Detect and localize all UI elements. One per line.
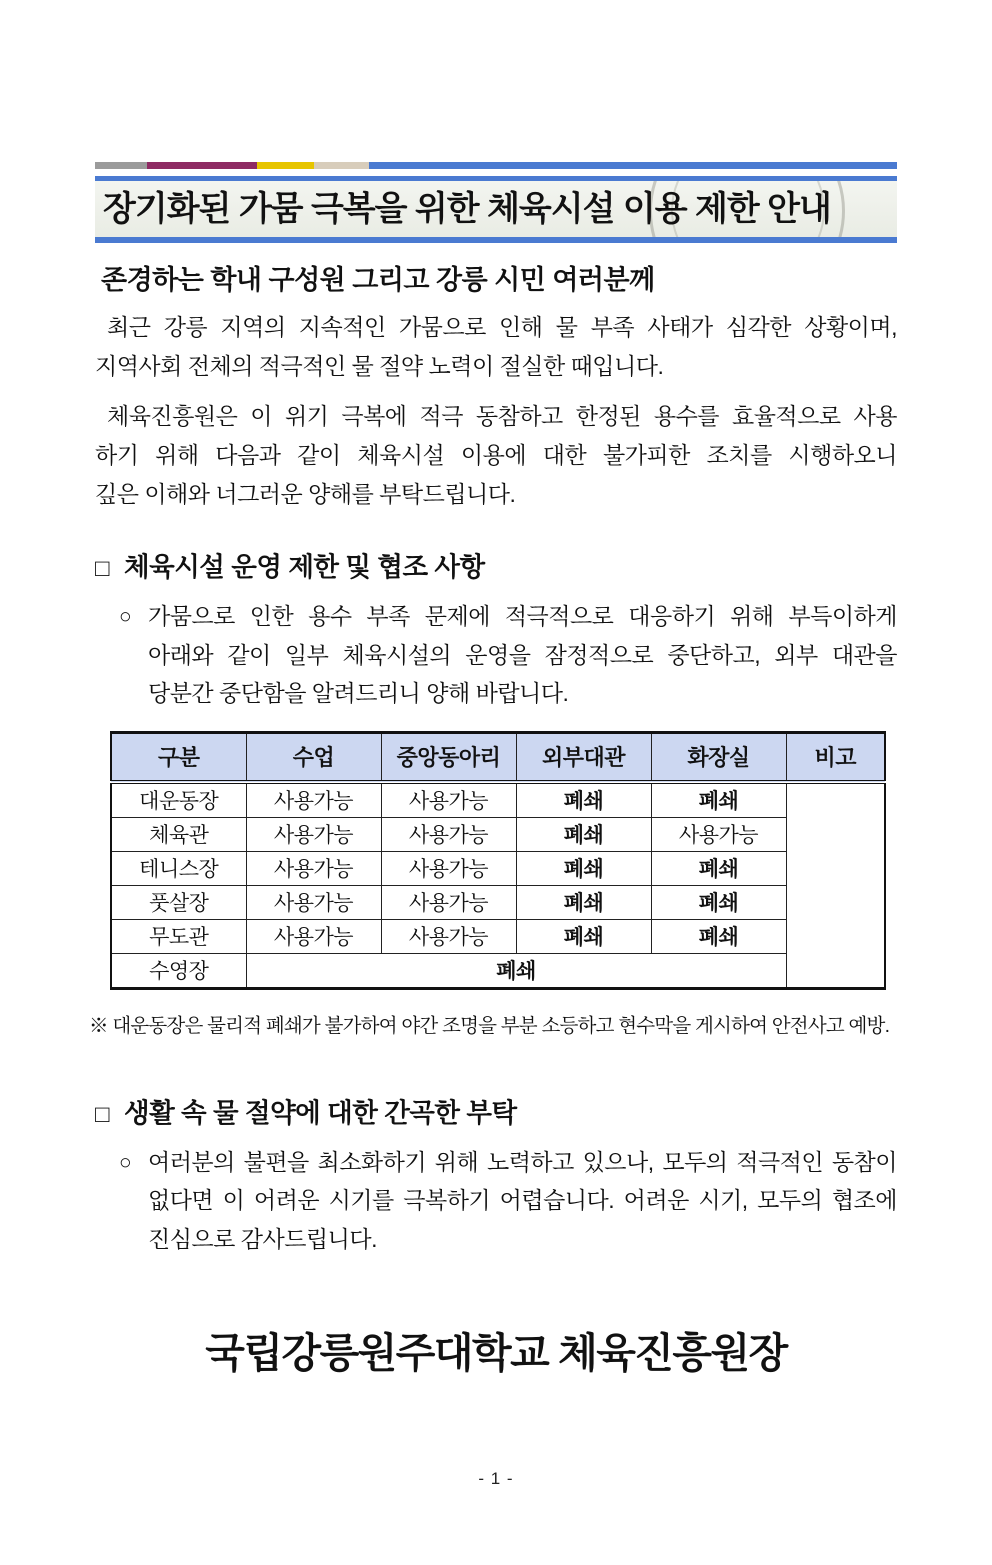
status-cell: 폐쇄 xyxy=(516,851,651,885)
table-header-row xyxy=(111,732,885,782)
paragraph-line: 아래와 같이 일부 체육시설의 운영을 잠정적으로 중단하고, 외부 대관을 xyxy=(148,641,897,668)
paragraph-line: 최근 강릉 지역의 지속적인 가뭄으로 인해 물 부족 사태가 심각한 상황이며, xyxy=(107,314,897,340)
intro-paragraph-1 xyxy=(95,308,897,386)
stripe-segment-yellow xyxy=(257,162,314,169)
stripe-segment-maroon xyxy=(147,162,257,169)
status-cell: 사용가능 xyxy=(381,919,516,953)
paragraph-line: 당분간 중단함을 알려드리니 양해 바랍니다. xyxy=(148,680,569,706)
facility-restriction-item xyxy=(95,597,897,713)
facility-name: 대운동장 xyxy=(111,782,246,818)
paragraph-line: 여러분의 불편을 최소화하기 위해 노력하고 있으나, 모두의 적극적인 동참이 xyxy=(148,1148,897,1175)
table-footnote: ※ 대운동장은 물리적 폐쇄가 불가하여 야간 조명을 부분 소등하고 현수막을 게시하여 안전사고 예방. xyxy=(89,1014,890,1037)
water-saving-item xyxy=(95,1143,897,1259)
circle-bullet-icon: ○ xyxy=(119,605,132,628)
status-cell: 폐쇄 xyxy=(516,817,651,851)
paragraph-line: 가뭄으로 인한 용수 부족 문제에 적극적으로 대응하기 위해 부득이하게 xyxy=(148,603,897,629)
page-number: - 1 - xyxy=(478,1469,514,1488)
column-header: 중앙동아리 xyxy=(381,732,516,782)
status-cell: 폐쇄 xyxy=(516,782,651,818)
facility-name: 체육관 xyxy=(111,817,246,851)
table-row xyxy=(111,953,885,988)
status-cell: 사용가능 xyxy=(381,885,516,919)
status-cell: 폐쇄 xyxy=(516,919,651,953)
section-heading-label: 체육시설 운영 제한 및 협조 사항 xyxy=(124,552,485,582)
circle-bullet-icon: ○ xyxy=(119,1150,132,1174)
table-row xyxy=(111,817,885,851)
status-cell: 폐쇄 xyxy=(651,885,786,919)
table-row xyxy=(111,782,885,818)
facility-status-table xyxy=(110,731,886,990)
document-page xyxy=(89,162,897,1379)
stripe-segment-blue xyxy=(369,162,897,169)
column-header: 수업 xyxy=(246,732,381,782)
paragraph-line: 깊은 이해와 너그러운 양해를 부탁드립니다. xyxy=(95,481,516,507)
column-header: 화장실 xyxy=(651,732,786,782)
status-cell: 폐쇄 xyxy=(651,919,786,953)
column-header: 비고 xyxy=(786,732,885,782)
square-bullet-icon: □ xyxy=(95,555,109,582)
square-bullet-icon: □ xyxy=(95,1100,109,1128)
facility-name: 풋살장 xyxy=(111,885,246,919)
signature-line: 국립강릉원주대학교 체육진흥원장 xyxy=(205,1330,787,1376)
stripe-segment-tan xyxy=(314,162,369,169)
status-cell: 폐쇄 xyxy=(516,885,651,919)
status-cell: 사용가능 xyxy=(246,782,381,818)
facility-name: 테니스장 xyxy=(111,851,246,885)
status-cell-merged: 폐쇄 xyxy=(246,953,786,988)
facility-name: 무도관 xyxy=(111,919,246,953)
table-row xyxy=(111,885,885,919)
paragraph-line: 없다면 이 어려운 시기를 극복하기 어렵습니다. 어려운 시기, 모두의 협조에 xyxy=(148,1187,897,1213)
table-row xyxy=(111,851,885,885)
section-heading-water-saving xyxy=(95,1091,897,1130)
title-banner xyxy=(95,176,897,243)
section-heading-facility-restrictions xyxy=(95,545,897,584)
paragraph-line: 체육진흥원은 이 위기 극복에 적극 동참하고 한정된 용수를 효율적으로 사용 xyxy=(107,403,897,429)
paragraph-line: 진심으로 감사드립니다. xyxy=(148,1225,377,1252)
status-cell: 사용가능 xyxy=(381,782,516,818)
status-cell: 사용가능 xyxy=(381,817,516,851)
status-cell: 사용가능 xyxy=(381,851,516,885)
document-title: 장기화된 가뭄 극복을 위한 체육시설 이용 제한 안내 xyxy=(103,190,831,228)
column-header: 구분 xyxy=(111,732,246,782)
intro-paragraph-2 xyxy=(95,397,897,514)
status-cell: 사용가능 xyxy=(246,851,381,885)
remark-cell xyxy=(786,782,885,989)
status-cell: 사용가능 xyxy=(246,817,381,851)
status-cell: 폐쇄 xyxy=(651,782,786,818)
facility-name: 수영장 xyxy=(111,953,246,988)
status-cell: 폐쇄 xyxy=(651,851,786,885)
section-heading-label: 생활 속 물 절약에 대한 간곡한 부탁 xyxy=(124,1097,517,1128)
paragraph-line: 지역사회 전체의 적극적인 물 절약 노력이 절실한 때입니다. xyxy=(95,353,664,379)
table-row xyxy=(111,919,885,953)
column-header: 외부대관 xyxy=(516,732,651,782)
status-cell: 사용가능 xyxy=(246,919,381,953)
status-cell: 사용가능 xyxy=(246,885,381,919)
decorative-stripe xyxy=(95,162,897,169)
stripe-segment-gray xyxy=(95,162,147,169)
paragraph-line: 하기 위해 다음과 같이 체육시설 이용에 대한 불가피한 조치를 시행하오니 xyxy=(95,442,897,468)
status-cell: 사용가능 xyxy=(651,817,786,851)
greeting-heading: 존경하는 학내 구성원 그리고 강릉 시민 여러분께 xyxy=(101,265,655,295)
